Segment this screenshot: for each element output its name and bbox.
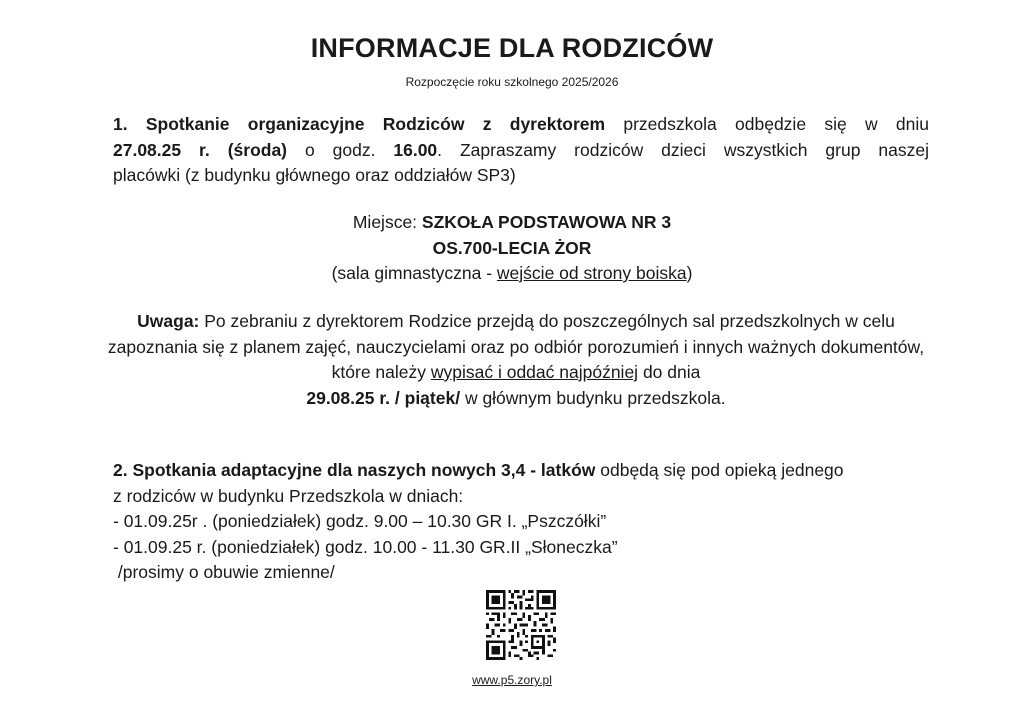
meeting-date: 27.08.25 r. (środa): [113, 139, 288, 160]
note-text-2: do dnia: [638, 362, 701, 382]
hall-prefix: (sala gimnastyczna -: [331, 263, 497, 283]
section-2-line-1-text: odbędą się pod opieką jednego: [595, 460, 844, 480]
hall-suffix: ): [686, 263, 693, 283]
school-address: OS.700-LECIA ŻOR: [432, 237, 592, 258]
deadline-date: 29.08.25 r. / piątek/: [306, 387, 461, 408]
section-1-heading: 1. Spotkanie organizacyjne Rodziców z dyrektorem: [113, 114, 606, 134]
section-1-line-3: placówki (z budynku głównego oraz oddziałów SP3): [113, 165, 516, 185]
school-name: SZKOŁA PODSTAWOWA NR 3: [421, 212, 672, 232]
section-2-adaptation: [113, 458, 943, 586]
qr-code-icon: [486, 590, 556, 660]
meeting-time: 16.00: [393, 139, 438, 160]
section-1-line-1: [113, 112, 929, 138]
note-underlined: wypisać i oddać najpóźniej: [430, 362, 639, 382]
hall-entrance: wejście od strony boiska: [496, 263, 687, 283]
note-text-3: w głównym budynku przedszkola.: [460, 387, 726, 408]
schedule-item: - 01.09.25r . (poniedziałek) godz. 9.00 – 10.30 GR I. „Pszczółki”: [113, 511, 607, 531]
section-1-line-2-text: . Zapraszamy rodziców dzieci wszystkich grup naszej: [437, 139, 929, 160]
shoes-note: /prosimy o obuwie zmienne/: [113, 562, 335, 582]
note-paragraph: [96, 309, 936, 411]
note-text-1: Po zebraniu z dyrektorem Rodzice przejdą do poszczególnych sal przedszkolnych w celu zapoznania się z planem zajęć, nauczycielami oraz po odbiór porozumień i innych ważnych dokumentów, które należy: [107, 311, 925, 382]
section-1-line-1-text: przedszkola odbędzie się w dniu: [605, 114, 929, 134]
note-label: Uwaga:: [137, 311, 200, 331]
section-2-heading: 2. Spotkania adaptacyjne dla naszych nowych 3,4 - latków: [113, 460, 596, 480]
page-title: INFORMACJE DLA RODZICÓW: [310, 33, 714, 63]
place-line-1: [0, 210, 1024, 236]
section-2-line-2: z rodziców w budynku Przedszkola w dniach:: [113, 485, 464, 506]
meeting-place: [0, 210, 1024, 287]
section-2-line-1: [113, 458, 943, 484]
section-1-meeting: [113, 112, 929, 189]
section-1-line-2: [113, 138, 929, 164]
place-line-2: [0, 236, 1024, 262]
schedule-item: - 01.09.25 r. (poniedziałek) godz. 10.00 - 11.30 GR.II „Słoneczka”: [113, 536, 618, 557]
section-1-line-2-mid: o godz.: [287, 139, 394, 160]
place-label: Miejsce:: [352, 212, 422, 232]
place-line-3: [0, 261, 1024, 287]
website-link[interactable]: www.p5.zory.pl: [472, 673, 552, 687]
page-subtitle: Rozpoczęcie roku szkolnego 2025/2026: [405, 75, 619, 89]
